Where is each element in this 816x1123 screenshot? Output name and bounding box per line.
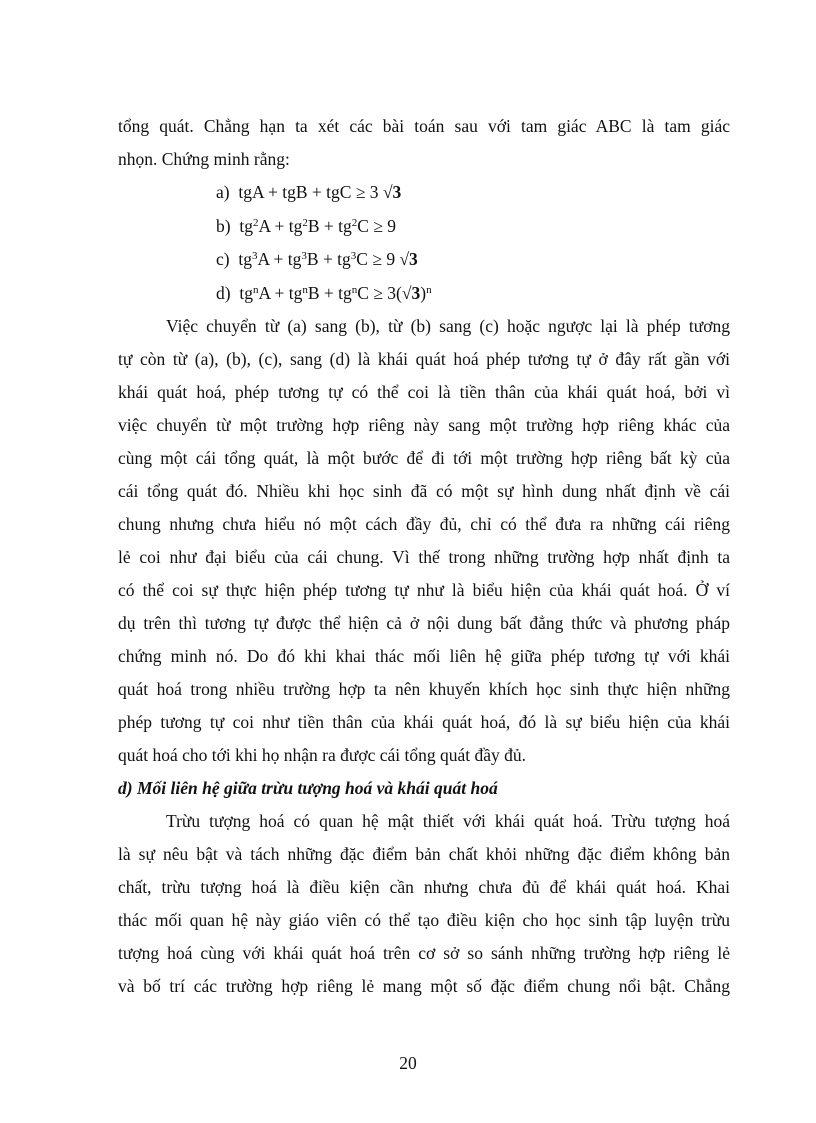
formula-part: A + tg bbox=[258, 215, 303, 236]
text-line: lẻ coi như đại biểu của cái chung. Vì thế trong những trường hợp nhất định ta bbox=[118, 547, 730, 567]
formula-label: a) bbox=[216, 182, 230, 202]
exponent: n bbox=[351, 283, 358, 296]
exponent: n bbox=[426, 283, 432, 296]
exponent: 2 bbox=[302, 216, 308, 229]
text-line: nhọn. Chứng minh rằng: bbox=[118, 149, 290, 169]
document-page bbox=[118, 110, 730, 1003]
text-line: thác mối quan hệ này giáo viên có thể tạo điều kiện cho học sinh tập luyện trừu bbox=[118, 910, 730, 930]
text-line: quát hoá cho tới khi họ nhận ra được cái tổng quát đầy đủ. bbox=[118, 745, 527, 765]
section-heading: d) Mối liên hệ giữa trừu tượng hoá và khái quát hoá bbox=[118, 778, 498, 798]
text-line: tổng quát. Chẳng hạn ta xét các bài toán sau với tam giác ABC là tam giác bbox=[118, 116, 730, 136]
exponent: n bbox=[302, 283, 308, 296]
text-line: chứng minh nó. Do đó khi khai thác mối liên hệ giữa phép tương tự với khái bbox=[118, 646, 730, 666]
text-line: phép tương tự coi như tiền thân của khái quát hoá, đó là sự biểu hiện của khái bbox=[118, 712, 730, 732]
text-line: là sự nêu bật và tách những đặc điểm bản chất khỏi những đặc điểm không bản bbox=[118, 844, 730, 864]
formula-a bbox=[118, 176, 730, 210]
formula-part: B + tg bbox=[307, 215, 352, 236]
formula-label: d) bbox=[216, 282, 231, 303]
text-line: chung nhưng chưa hiểu nó một cách đầy đủ, chỉ có thể đưa ra những cái riêng bbox=[118, 514, 730, 534]
formula-part: tg bbox=[238, 249, 252, 269]
text-line: việc chuyển từ một trường hợp riêng này sang một trường hợp riêng khác của bbox=[118, 415, 730, 435]
exponent: 3 bbox=[350, 250, 357, 262]
formula-c bbox=[118, 243, 730, 277]
page-number: 20 bbox=[399, 1053, 417, 1073]
formula-text: tgA + tgB + tgC ≥ 3 bbox=[238, 182, 379, 202]
sqrt-symbol: √3 bbox=[382, 182, 402, 202]
formula-part: C ≥ 9 bbox=[357, 215, 397, 236]
exponent: 2 bbox=[351, 216, 358, 229]
exponent: 2 bbox=[252, 216, 259, 229]
exponent: 3 bbox=[301, 250, 307, 262]
formula-b bbox=[118, 210, 730, 244]
formula-label: c) bbox=[216, 249, 230, 269]
text-line: quát hoá trong nhiều trường hợp ta nên khuyến khích học sinh thực hiện những bbox=[118, 679, 730, 699]
formula-part: tg bbox=[239, 215, 253, 236]
sqrt-symbol: √3 bbox=[401, 282, 421, 303]
formula-part: tg bbox=[239, 282, 253, 303]
text-line: khái quát hoá, phép tương tự có thể coi là tiền thân của khái quát hoá, bởi vì bbox=[118, 382, 730, 402]
text-line: và bố trí các trường hợp riêng lẻ mang một số đặc điểm chung nổi bật. Chẳng bbox=[118, 976, 730, 996]
formula-part: ) bbox=[420, 282, 427, 303]
text-line: Trừu tượng hoá có quan hệ mật thiết với khái quát hoá. Trừu tượng hoá bbox=[166, 811, 730, 831]
text-line: có thể coi sự thực hiện phép tương tự như là biểu hiện của khái quát hoá. Ở ví bbox=[118, 580, 730, 600]
formula-part: C ≥ 9 bbox=[356, 249, 396, 269]
text-line: cái tổng quát đó. Nhiều khi học sinh đã có một sự hình dung nhất định về cái bbox=[118, 481, 730, 501]
formula-d bbox=[118, 277, 730, 311]
formula-part: A + tg bbox=[258, 282, 303, 303]
text-line: cùng một cái tổng quát, là một bước để đi tới một trường hợp riêng bất kỳ của bbox=[118, 448, 730, 468]
text-line: tượng hoá cùng với khái quát hoá trên cơ sở so sánh những trường hợp riêng lẻ bbox=[118, 943, 730, 963]
formula-part: B + tg bbox=[306, 249, 351, 269]
text-line: dụ trên thì tương tự được thể hiện cả ở nội dung bất đẳng thức và phương pháp bbox=[118, 613, 730, 633]
text-line: Việc chuyển từ (a) sang (b), từ (b) sang (c) hoặc ngược lại là phép tương bbox=[166, 316, 730, 336]
formula-part: B + tg bbox=[307, 282, 352, 303]
formula-part: A + tg bbox=[257, 249, 302, 269]
exponent: 3 bbox=[251, 250, 258, 262]
sqrt-symbol: √3 bbox=[399, 249, 418, 269]
text-line: chất, trừu tượng hoá là điều kiện cần nhưng chưa đủ để khái quát hoá. Khai bbox=[118, 877, 730, 897]
formula-label: b) bbox=[216, 215, 231, 236]
formula-part: C ≥ 3( bbox=[357, 282, 402, 303]
text-line: tự còn từ (a), (b), (c), sang (d) là khái quát hoá phép tương tự ở đây rất gần với bbox=[118, 349, 730, 369]
exponent: n bbox=[252, 283, 259, 296]
